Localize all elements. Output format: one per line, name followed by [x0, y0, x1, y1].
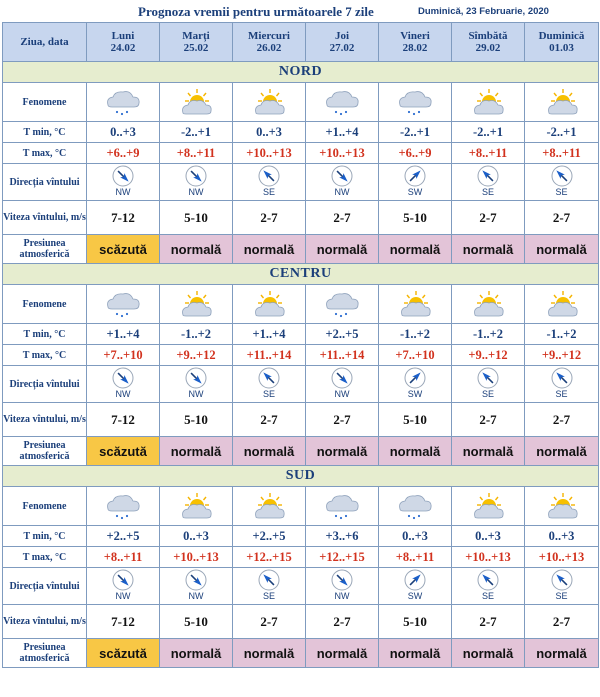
tmax-row-cell: +7..+10	[87, 345, 160, 366]
tmin-row-cell: -1..+2	[160, 324, 233, 345]
wind-direction-label: NW	[115, 186, 131, 197]
row-label: Direcția vîntului	[3, 568, 87, 605]
tmax-row-cell: +12..+15	[233, 547, 306, 568]
fenomene-row	[3, 285, 599, 324]
wind-direction-label: NW	[115, 388, 131, 399]
pressure-row-cell: normală	[452, 235, 525, 264]
pressure-row-cell: normală	[525, 235, 599, 264]
wind-direction-row	[3, 366, 599, 403]
tmax-row-cell: +10..+13	[306, 143, 379, 164]
day-header	[525, 23, 599, 62]
issue-date: Duminică, 23 Februarie, 2020	[418, 6, 549, 17]
region-row-sud	[3, 466, 599, 487]
wind-direction-label: NW	[115, 590, 131, 601]
cloud-rain-icon	[306, 87, 378, 117]
tmax-row-cell: +12..+15	[306, 547, 379, 568]
wind-speed-row	[3, 201, 599, 235]
wind-arrow-icon	[545, 569, 579, 591]
wind-arrow-icon	[106, 165, 140, 187]
wind-direction	[106, 367, 140, 399]
pressure-row-cell: normală	[160, 639, 233, 668]
wind-direction-label: SE	[262, 186, 275, 197]
tmax-row-cell: +9..+12	[525, 345, 599, 366]
tmax-row	[3, 547, 599, 568]
fenomene-row-cell	[525, 487, 599, 526]
day-date: 28.02	[402, 42, 428, 54]
tmin-row	[3, 324, 599, 345]
wind-direction	[106, 165, 140, 197]
wind-direction-row	[3, 568, 599, 605]
day-name: Duminică	[538, 30, 585, 42]
header-row	[3, 23, 599, 62]
tmin-row-cell: -2..+1	[525, 122, 599, 143]
wind-direction-row-cell	[452, 366, 525, 403]
pressure-row-cell: normală	[525, 639, 599, 668]
sun-cloud-icon	[525, 289, 598, 319]
day-name: Luni	[111, 30, 135, 42]
fenomene-row-cell	[160, 83, 233, 122]
fenomene-row-cell	[87, 285, 160, 324]
wind-speed-row-cell: 5-10	[379, 605, 452, 639]
wind-direction-label: SE	[262, 590, 275, 601]
wind-direction-row-cell	[452, 164, 525, 201]
wind-arrow-icon	[471, 569, 505, 591]
tmin-row-cell: 0..+3	[160, 526, 233, 547]
title-bar	[0, 0, 600, 22]
cloud-rain-icon	[306, 289, 378, 319]
wind-speed-row-cell: 7-12	[87, 605, 160, 639]
tmin-row-cell: -1..+2	[525, 324, 599, 345]
wind-speed-row-cell: 2-7	[233, 605, 306, 639]
row-label: T max, °C	[3, 547, 87, 568]
fenomene-row-cell	[525, 285, 599, 324]
tmin-row-cell: +1..+4	[233, 324, 306, 345]
sun-cloud-icon	[452, 87, 524, 117]
wind-direction-label: NW	[334, 590, 350, 601]
wind-direction	[252, 165, 286, 197]
tmin-row-cell: -2..+1	[379, 122, 452, 143]
sun-cloud-icon	[233, 289, 305, 319]
fenomene-row-cell	[160, 487, 233, 526]
wind-direction	[252, 367, 286, 399]
tmax-row-cell: +9..+12	[452, 345, 525, 366]
tmax-row-cell: +11..+14	[233, 345, 306, 366]
wind-direction-label: SE	[555, 388, 568, 399]
wind-speed-row-cell: 2-7	[233, 201, 306, 235]
sun-cloud-icon	[525, 87, 598, 117]
pressure-row-cell: normală	[160, 235, 233, 264]
wind-direction-row	[3, 164, 599, 201]
wind-direction-row-cell	[87, 164, 160, 201]
tmin-row-cell: 0..+3	[379, 526, 452, 547]
wind-direction-row-cell	[306, 164, 379, 201]
wind-speed-row-cell: 5-10	[379, 201, 452, 235]
tmin-row	[3, 526, 599, 547]
wind-direction-label: NW	[334, 186, 350, 197]
pressure-row-cell: scăzută	[87, 235, 160, 264]
day-date: 25.02	[183, 42, 209, 54]
fenomene-row-cell	[525, 83, 599, 122]
wind-direction-label: SE	[262, 388, 275, 399]
wind-speed-row-cell: 2-7	[306, 201, 379, 235]
wind-direction-row-cell	[379, 366, 452, 403]
tmin-row-cell: -1..+2	[379, 324, 452, 345]
wind-direction-label: NW	[188, 590, 204, 601]
wind-direction	[471, 165, 505, 197]
region-title: SUD	[3, 466, 599, 487]
wind-speed-row	[3, 403, 599, 437]
wind-direction-label: SW	[407, 388, 423, 399]
wind-arrow-icon	[398, 367, 432, 389]
pressure-row-cell: normală	[306, 235, 379, 264]
pressure-row-cell: normală	[452, 437, 525, 466]
wind-arrow-icon	[325, 367, 359, 389]
wind-direction	[545, 165, 579, 197]
wind-speed-row	[3, 605, 599, 639]
day-date: 01.03	[549, 42, 574, 54]
tmin-row-cell: +2..+5	[306, 324, 379, 345]
cloud-rain-icon	[379, 491, 451, 521]
cloud-rain-icon	[87, 289, 159, 319]
day-date: 27.02	[329, 42, 355, 54]
tmin-row-cell: -2..+1	[160, 122, 233, 143]
fenomene-row-cell	[379, 83, 452, 122]
pressure-row	[3, 235, 599, 264]
day-header	[160, 23, 233, 62]
pressure-row-cell: normală	[306, 437, 379, 466]
wind-direction-row-cell	[160, 366, 233, 403]
wind-direction-label: NW	[188, 186, 204, 197]
wind-direction	[471, 569, 505, 601]
cloud-rain-icon	[87, 87, 159, 117]
wind-direction	[398, 165, 432, 197]
tmax-row-cell: +6..+9	[87, 143, 160, 164]
tmin-row-cell: +2..+5	[233, 526, 306, 547]
fenomene-row-cell	[87, 487, 160, 526]
cloud-rain-icon	[87, 491, 159, 521]
row-label: Presiunea atmosferică	[3, 639, 87, 668]
tmax-row-cell: +7..+10	[379, 345, 452, 366]
row-label: T min, °C	[3, 122, 87, 143]
wind-direction-label: SE	[555, 186, 568, 197]
row-label: Fenomene	[3, 83, 87, 122]
wind-direction-label: SW	[407, 590, 423, 601]
fenomene-row-cell	[233, 285, 306, 324]
sun-cloud-icon	[160, 491, 232, 521]
wind-direction-label: SW	[407, 186, 423, 197]
day-date: 29.02	[475, 42, 501, 54]
fenomene-row-cell	[452, 83, 525, 122]
wind-arrow-icon	[325, 569, 359, 591]
tmax-row-cell: +8..+11	[160, 143, 233, 164]
sun-cloud-icon	[452, 289, 524, 319]
pressure-row-cell: normală	[233, 235, 306, 264]
wind-arrow-icon	[106, 367, 140, 389]
day-header	[87, 23, 160, 62]
tmin-row-cell: -2..+1	[452, 122, 525, 143]
wind-direction	[471, 367, 505, 399]
row-label: Direcția vîntului	[3, 164, 87, 201]
pressure-row-cell: normală	[379, 437, 452, 466]
day-header	[306, 23, 379, 62]
fenomene-row-cell	[379, 285, 452, 324]
sun-cloud-icon	[525, 491, 598, 521]
tmin-row-cell: +2..+5	[87, 526, 160, 547]
wind-arrow-icon	[179, 569, 213, 591]
pressure-row-cell: normală	[233, 437, 306, 466]
pressure-row-cell: normală	[160, 437, 233, 466]
cloud-rain-icon	[379, 87, 451, 117]
wind-direction-row-cell	[233, 164, 306, 201]
fenomene-row-cell	[452, 285, 525, 324]
wind-direction-row-cell	[87, 366, 160, 403]
wind-speed-row-cell: 2-7	[452, 605, 525, 639]
tmax-row-cell: +10..+13	[452, 547, 525, 568]
cloud-rain-icon	[306, 491, 378, 521]
sun-cloud-icon	[233, 87, 305, 117]
wind-direction-label: NW	[334, 388, 350, 399]
pressure-row-cell: normală	[306, 639, 379, 668]
wind-speed-row-cell: 2-7	[306, 403, 379, 437]
pressure-row-cell: normală	[452, 639, 525, 668]
tmin-row-cell: -1..+2	[452, 324, 525, 345]
wind-arrow-icon	[398, 165, 432, 187]
tmin-row-cell: 0..+3	[452, 526, 525, 547]
wind-direction	[325, 165, 359, 197]
day-name: Vineri	[400, 30, 430, 42]
fenomene-row-cell	[306, 285, 379, 324]
pressure-row	[3, 639, 599, 668]
wind-direction	[179, 367, 213, 399]
wind-speed-row-cell: 5-10	[379, 403, 452, 437]
wind-arrow-icon	[398, 569, 432, 591]
row-label: T min, °C	[3, 324, 87, 345]
wind-arrow-icon	[252, 569, 286, 591]
wind-direction	[106, 569, 140, 601]
tmax-row-cell: +8..+11	[87, 547, 160, 568]
wind-direction-row-cell	[525, 164, 599, 201]
fenomene-row	[3, 487, 599, 526]
fenomene-row-cell	[160, 285, 233, 324]
wind-arrow-icon	[545, 165, 579, 187]
wind-arrow-icon	[252, 367, 286, 389]
sun-cloud-icon	[379, 289, 451, 319]
day-header	[233, 23, 306, 62]
wind-direction	[179, 569, 213, 601]
fenomene-row-cell	[233, 487, 306, 526]
tmin-row-cell: +3..+6	[306, 526, 379, 547]
fenomene-row	[3, 83, 599, 122]
wind-speed-row-cell: 5-10	[160, 201, 233, 235]
wind-direction-row-cell	[379, 164, 452, 201]
wind-direction-row-cell	[452, 568, 525, 605]
sun-cloud-icon	[160, 87, 232, 117]
wind-direction	[325, 569, 359, 601]
wind-direction-label: SE	[555, 590, 568, 601]
fenomene-row-cell	[306, 487, 379, 526]
wind-arrow-icon	[179, 165, 213, 187]
wind-speed-row-cell: 2-7	[452, 201, 525, 235]
tmax-row-cell: +6..+9	[379, 143, 452, 164]
tmax-row-cell: +8..+11	[452, 143, 525, 164]
wind-arrow-icon	[252, 165, 286, 187]
pressure-row-cell: scăzută	[87, 639, 160, 668]
day-header	[452, 23, 525, 62]
wind-direction-label: SE	[481, 590, 494, 601]
day-name: Marți	[182, 30, 210, 42]
wind-arrow-icon	[325, 165, 359, 187]
wind-speed-row-cell: 2-7	[525, 201, 599, 235]
wind-direction	[179, 165, 213, 197]
tmax-row-cell: +10..+13	[525, 547, 599, 568]
tmax-row-cell: +8..+11	[379, 547, 452, 568]
fenomene-row-cell	[379, 487, 452, 526]
day-name: Joi	[334, 30, 350, 42]
pressure-row	[3, 437, 599, 466]
wind-direction-row-cell	[306, 568, 379, 605]
pressure-row-cell: normală	[379, 639, 452, 668]
wind-direction-label: SE	[481, 388, 494, 399]
wind-speed-row-cell: 7-12	[87, 403, 160, 437]
tmax-row-cell: +9..+12	[160, 345, 233, 366]
fenomene-row-cell	[87, 83, 160, 122]
page-title: Prognoza vremii pentru următoarele 7 zile	[138, 4, 374, 19]
wind-direction	[252, 569, 286, 601]
wind-arrow-icon	[179, 367, 213, 389]
day-date: 24.02	[110, 42, 136, 54]
row-label: Viteza vîntului, m/s	[3, 605, 87, 639]
wind-direction-label: NW	[188, 388, 204, 399]
wind-speed-row-cell: 2-7	[233, 403, 306, 437]
row-label: T min, °C	[3, 526, 87, 547]
wind-speed-row-cell: 5-10	[160, 605, 233, 639]
tmax-row-cell: +8..+11	[525, 143, 599, 164]
day-date: 26.02	[256, 42, 282, 54]
day-name: Miercuri	[248, 30, 290, 42]
wind-speed-row-cell: 5-10	[160, 403, 233, 437]
row-label: T max, °C	[3, 345, 87, 366]
pressure-row-cell: normală	[525, 437, 599, 466]
pressure-row-cell: scăzută	[87, 437, 160, 466]
row-label: Viteza vîntului, m/s	[3, 403, 87, 437]
tmin-row-cell: +1..+4	[87, 324, 160, 345]
wind-direction-row-cell	[160, 164, 233, 201]
wind-direction-row-cell	[233, 366, 306, 403]
wind-direction	[325, 367, 359, 399]
tmin-row-cell: +1..+4	[306, 122, 379, 143]
wind-direction	[545, 367, 579, 399]
day-header	[379, 23, 452, 62]
fenomene-row-cell	[452, 487, 525, 526]
row-label: Fenomene	[3, 285, 87, 324]
wind-arrow-icon	[545, 367, 579, 389]
wind-arrow-icon	[471, 165, 505, 187]
forecast-table	[2, 22, 599, 668]
region-title: CENTRU	[3, 264, 599, 285]
wind-speed-row-cell: 7-12	[87, 201, 160, 235]
tmin-row-cell: 0..+3	[525, 526, 599, 547]
wind-speed-row-cell: 2-7	[525, 403, 599, 437]
wind-arrow-icon	[106, 569, 140, 591]
day-name: Sîmbătă	[468, 30, 508, 42]
pressure-row-cell: normală	[379, 235, 452, 264]
wind-direction	[398, 569, 432, 601]
wind-direction-row-cell	[87, 568, 160, 605]
tmin-row-cell: 0..+3	[87, 122, 160, 143]
tmax-row-cell: +10..+13	[160, 547, 233, 568]
wind-direction-label: SE	[481, 186, 494, 197]
wind-direction-row-cell	[525, 366, 599, 403]
sun-cloud-icon	[233, 491, 305, 521]
wind-direction	[398, 367, 432, 399]
tmax-row-cell: +11..+14	[306, 345, 379, 366]
region-title: NORD	[3, 62, 599, 83]
tmax-row	[3, 345, 599, 366]
tmax-row	[3, 143, 599, 164]
tmin-row	[3, 122, 599, 143]
wind-speed-row-cell: 2-7	[306, 605, 379, 639]
wind-arrow-icon	[471, 367, 505, 389]
fenomene-row-cell	[233, 83, 306, 122]
header-label: Ziua, data	[3, 23, 87, 62]
region-row-centru	[3, 264, 599, 285]
row-label: Presiunea atmosferică	[3, 235, 87, 264]
wind-direction-row-cell	[160, 568, 233, 605]
row-label: Fenomene	[3, 487, 87, 526]
wind-direction-row-cell	[525, 568, 599, 605]
region-row-nord	[3, 62, 599, 83]
row-label: Presiunea atmosferică	[3, 437, 87, 466]
wind-direction-row-cell	[379, 568, 452, 605]
tmin-row-cell: 0..+3	[233, 122, 306, 143]
sun-cloud-icon	[452, 491, 524, 521]
row-label: Viteza vîntului, m/s	[3, 201, 87, 235]
wind-direction-row-cell	[233, 568, 306, 605]
wind-direction-row-cell	[306, 366, 379, 403]
pressure-row-cell: normală	[233, 639, 306, 668]
wind-speed-row-cell: 2-7	[525, 605, 599, 639]
row-label: Direcția vîntului	[3, 366, 87, 403]
sun-cloud-icon	[160, 289, 232, 319]
wind-direction	[545, 569, 579, 601]
fenomene-row-cell	[306, 83, 379, 122]
row-label: T max, °C	[3, 143, 87, 164]
tmax-row-cell: +10..+13	[233, 143, 306, 164]
wind-speed-row-cell: 2-7	[452, 403, 525, 437]
